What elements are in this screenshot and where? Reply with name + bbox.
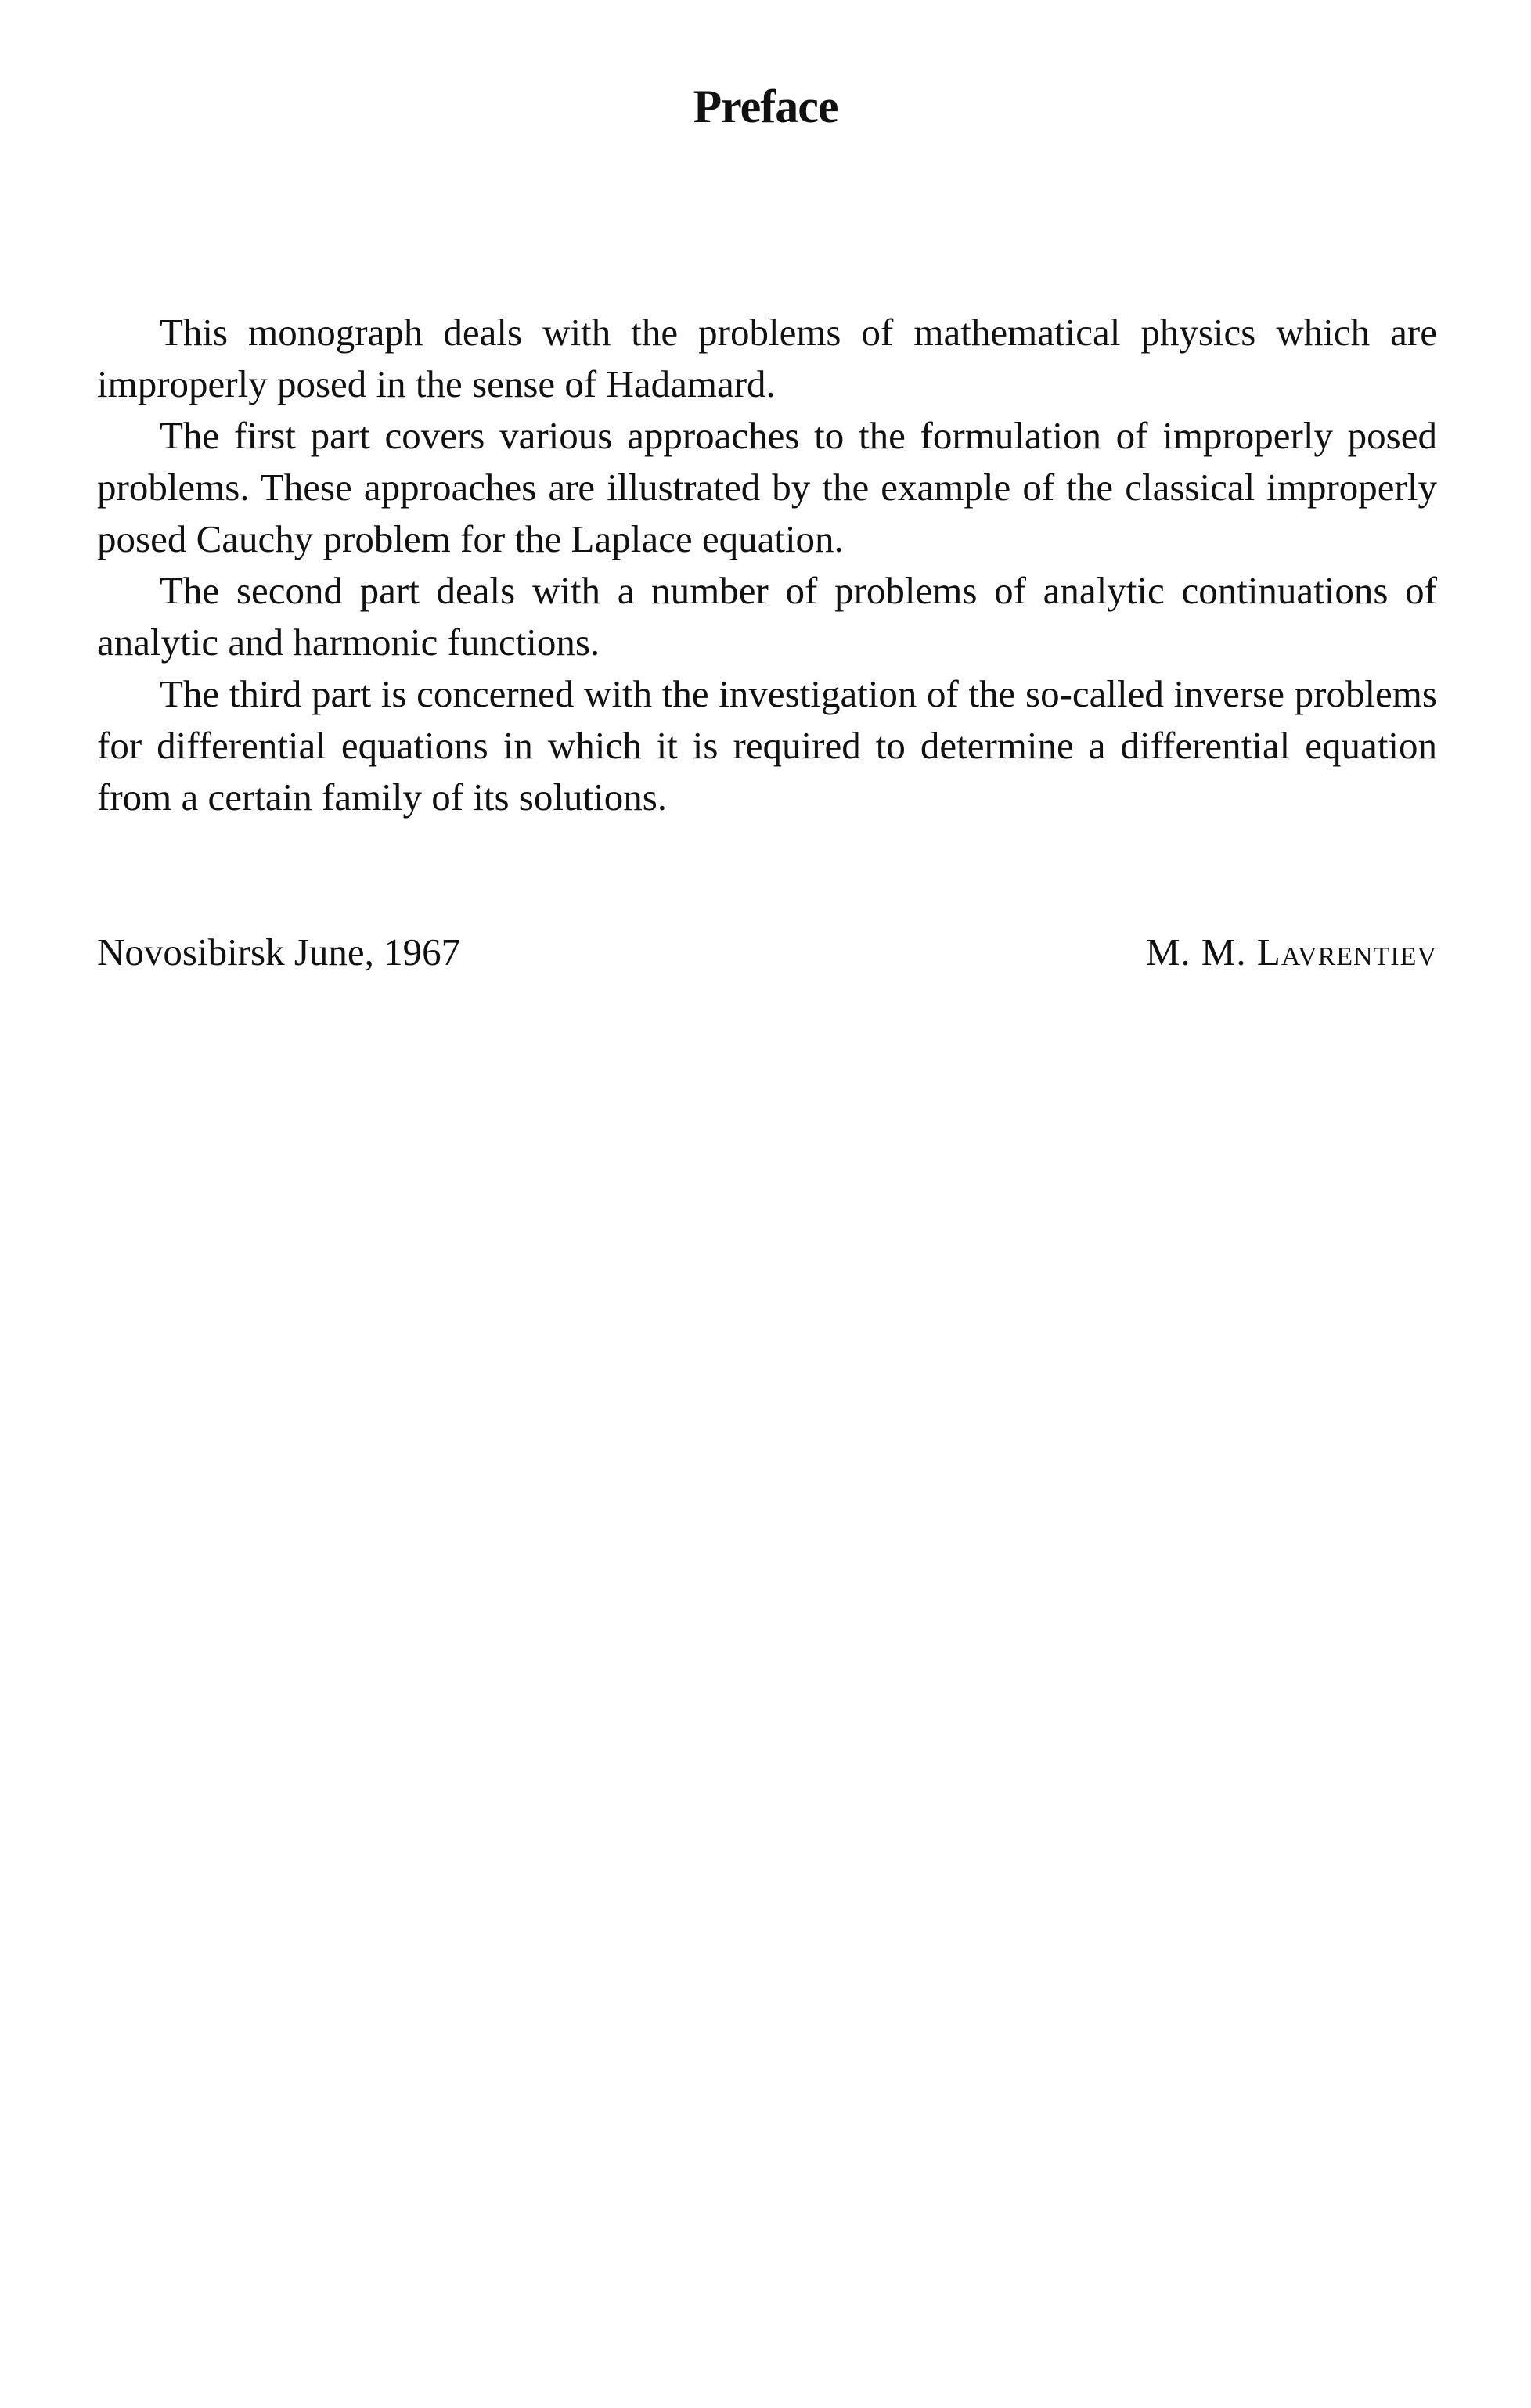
paragraph: This monograph deals with the problems of mathematical physics which are improperly posed in the sense of Hadamard.	[97, 311, 1437, 405]
place-and-date: Novosibirsk June, 1967	[97, 930, 461, 974]
preface-body	[97, 307, 1437, 823]
paragraph: The second part deals with a number of problems of analytic continuations of analytic and harmonic functions.	[97, 569, 1437, 664]
paragraph: The first part covers various approaches to the formulation of improperly posed problems. These approaches are illustrated by the example of the classical improperly posed Cauchy problem for the Laplace equation.	[97, 414, 1437, 560]
author-name: M. M. Lavrentiev	[1145, 930, 1437, 974]
page-title: Preface	[693, 81, 838, 132]
paragraph: The third part is concerned with the investigation of the so-called inverse problems for differential equations in which it is required to determine a differential equation from a certain family of its solutions.	[97, 672, 1437, 819]
signature-line	[97, 927, 1437, 978]
